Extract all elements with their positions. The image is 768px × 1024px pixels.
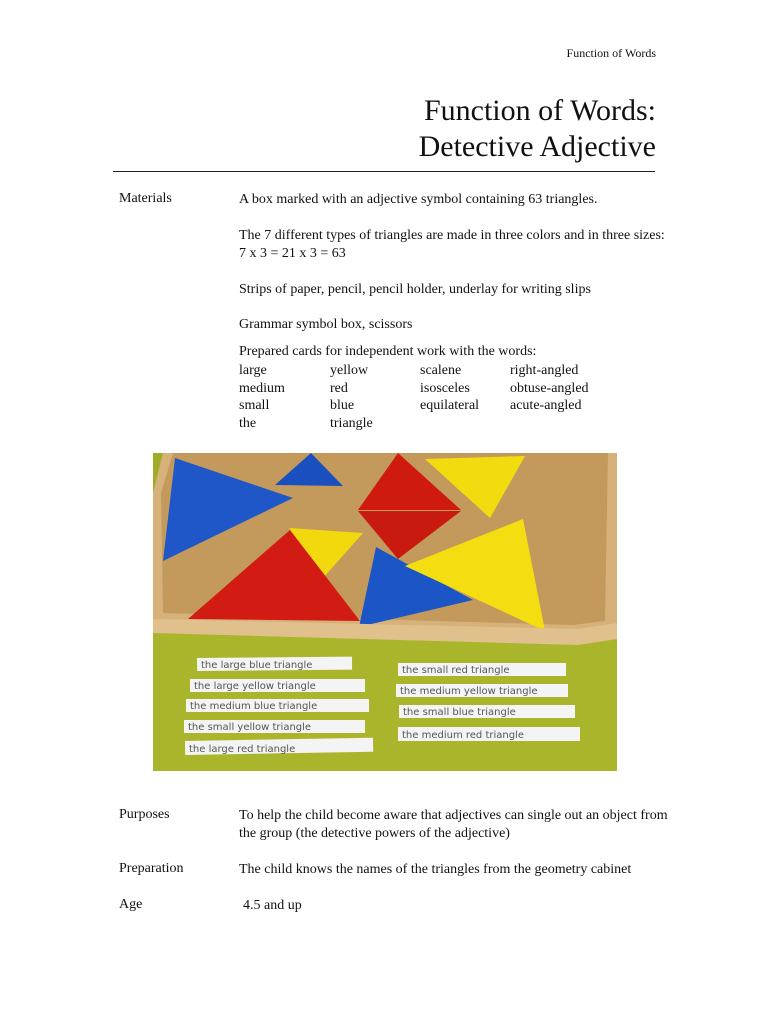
- purposes-text: To help the child become aware that adjectives can single out an object from the group (the detective powers of the adjective): [239, 808, 668, 841]
- strip-label: the small yellow triangle: [188, 722, 312, 733]
- photo-illustration: [153, 453, 617, 771]
- strip-label: the large red triangle: [189, 744, 296, 755]
- word: blue: [330, 398, 355, 413]
- strip-label: the medium blue triangle: [190, 701, 318, 712]
- word: large: [239, 363, 267, 378]
- word: acute-angled: [510, 398, 582, 413]
- word-column-color: [330, 362, 373, 432]
- word: red: [330, 380, 348, 396]
- running-head: Function of Words: [566, 46, 656, 60]
- word: isosceles: [420, 380, 470, 396]
- strip-label: the small blue triangle: [403, 707, 516, 718]
- age-text: 4.5 and up: [243, 898, 302, 913]
- materials-paragraph-4: Grammar symbol box, scissors: [239, 317, 413, 332]
- page-title: [419, 93, 656, 165]
- word-column-sides: [420, 362, 479, 415]
- strip-label: the small red triangle: [402, 665, 510, 676]
- preparation-label: Preparation: [119, 861, 184, 876]
- purposes-label: Purposes: [119, 807, 170, 822]
- word: right-angled: [510, 363, 579, 378]
- age-label: Age: [119, 897, 143, 912]
- materials-paragraph-2: The 7 different types of triangles are made in three colors and in three sizes: 7 x 3 = 21 x 3 = 63: [239, 228, 665, 261]
- word: small: [239, 398, 270, 413]
- title-line-2: Detective Adjective: [418, 130, 656, 163]
- title-line-1: Function of Words:: [423, 94, 656, 127]
- strip-label: the medium red triangle: [402, 730, 524, 741]
- title-rule: [113, 171, 655, 172]
- strip-label: the large blue triangle: [201, 660, 313, 671]
- word: equilateral: [420, 398, 480, 413]
- word: obtuse-angled: [510, 380, 589, 396]
- word: medium: [239, 380, 285, 396]
- preparation-text: The child knows the names of the triangles from the geometry cabinet: [239, 862, 632, 877]
- strip-label: the large yellow triangle: [194, 681, 316, 692]
- materials-paragraph-5: Prepared cards for independent work with the words:: [239, 344, 537, 359]
- word-column-size: [239, 362, 285, 432]
- word-column-angles: [510, 362, 589, 415]
- materials-label: Materials: [119, 191, 172, 206]
- word: the: [239, 415, 257, 431]
- word: triangle: [330, 415, 373, 431]
- materials-paragraph-3: Strips of paper, pencil, pencil holder, underlay for writing slips: [239, 282, 591, 297]
- word: yellow: [330, 363, 369, 378]
- word: scalene: [420, 363, 462, 378]
- triangles-photo: [153, 453, 617, 771]
- strip-label: the medium yellow triangle: [400, 686, 538, 697]
- materials-paragraph-1: A box marked with an adjective symbol containing 63 triangles.: [239, 192, 598, 207]
